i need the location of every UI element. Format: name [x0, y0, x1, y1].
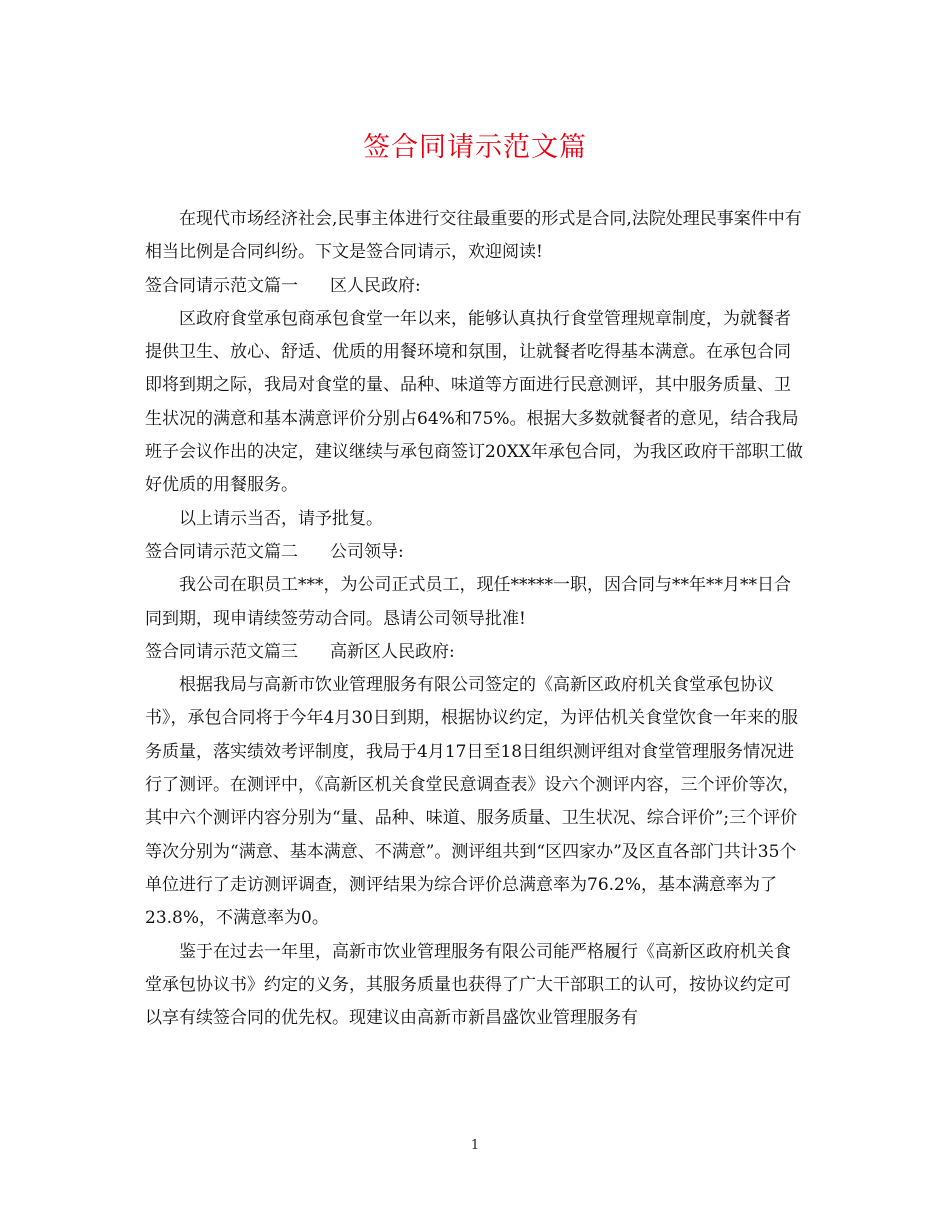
- section-heading: 签合同请示范文篇二: [145, 541, 298, 562]
- intro-paragraph: 在现代市场经济社会,民事主体进行交往最重要的形式是合同,法院处理民事案件中有相当比例是合同纠纷。下文是签合同请示，欢迎阅读!: [145, 209, 802, 263]
- body-paragraph: 根据我局与高新市饮业管理服务有限公司签定的《高新区政府机关食堂承包协议书》，承包合同将于今年4月30日到期，根据协议约定，为评估机关食堂饮食一年来的服务质量，落实绩效考评制度，我局于4月17日至18日组织测评组对食堂管理服务情况进行了测评。在测评中，《高新区机关食堂民意调查表》设六个测评内容，三个评价等次，其中六个测评内容分别为“量、品种、味道、服务质量、卫生状况、综合评价”;三个评价等次分别为“满意、基本满意、不满意”。测评组共到“区四家办”及区直各部门共计35个单位进行了走访测评调查，测评结果为综合评价总满意率为76.2%，基本满意率为了23.8%，不满意率为0。: [145, 675, 800, 929]
- section-heading: 签合同请示范文篇三: [145, 641, 298, 662]
- body-paragraph: 鉴于在过去一年里，高新市饮业管理服务有限公司能严格履行《高新区政府机关食堂承包协议书》约定的义务，其服务质量也获得了广大干部职工的认可，按协议约定可以享有续签合同的优先权。现建议由高新市新昌盛饮业管理服务有: [145, 941, 791, 1029]
- section-heading: 签合同请示范文篇一: [145, 275, 298, 296]
- section-addressee: 公司领导:: [330, 541, 404, 562]
- section-heading-line: [145, 270, 805, 303]
- section-addressee: 高新区人民政府:: [330, 641, 455, 662]
- document-body: [145, 203, 805, 1035]
- section-heading-line: [145, 536, 805, 569]
- body-paragraph: 我公司在职员工***，为公司正式员工，现任*****一职，因合同与**年**月**日合同到期，现申请续签劳动合同。恳请公司领导批准!: [145, 575, 791, 629]
- body-paragraph: 区政府食堂承包商承包食堂一年以来，能够认真执行食堂管理规章制度，为就餐者提供卫生、放心、舒适、优质的用餐环境和氛围，让就餐者吃得基本满意。在承包合同即将到期之际，我局对食堂的量、品种、味道等方面进行民意测评，其中服务质量、卫生状况的满意和基本满意评价分别占64%和75%。根据大多数就餐者的意见，结合我局班子会议作出的决定，建议继续与承包商签订20XX年承包合同，为我区政府干部职工做好优质的用餐服务。: [145, 308, 803, 496]
- section-heading-line: [145, 636, 805, 669]
- document-title: 签合同请示范文篇: [363, 132, 587, 163]
- page-number: 1: [470, 1138, 480, 1153]
- body-paragraph: 以上请示当否，请予批复。: [179, 508, 383, 529]
- section-addressee: 区人民政府:: [330, 275, 421, 296]
